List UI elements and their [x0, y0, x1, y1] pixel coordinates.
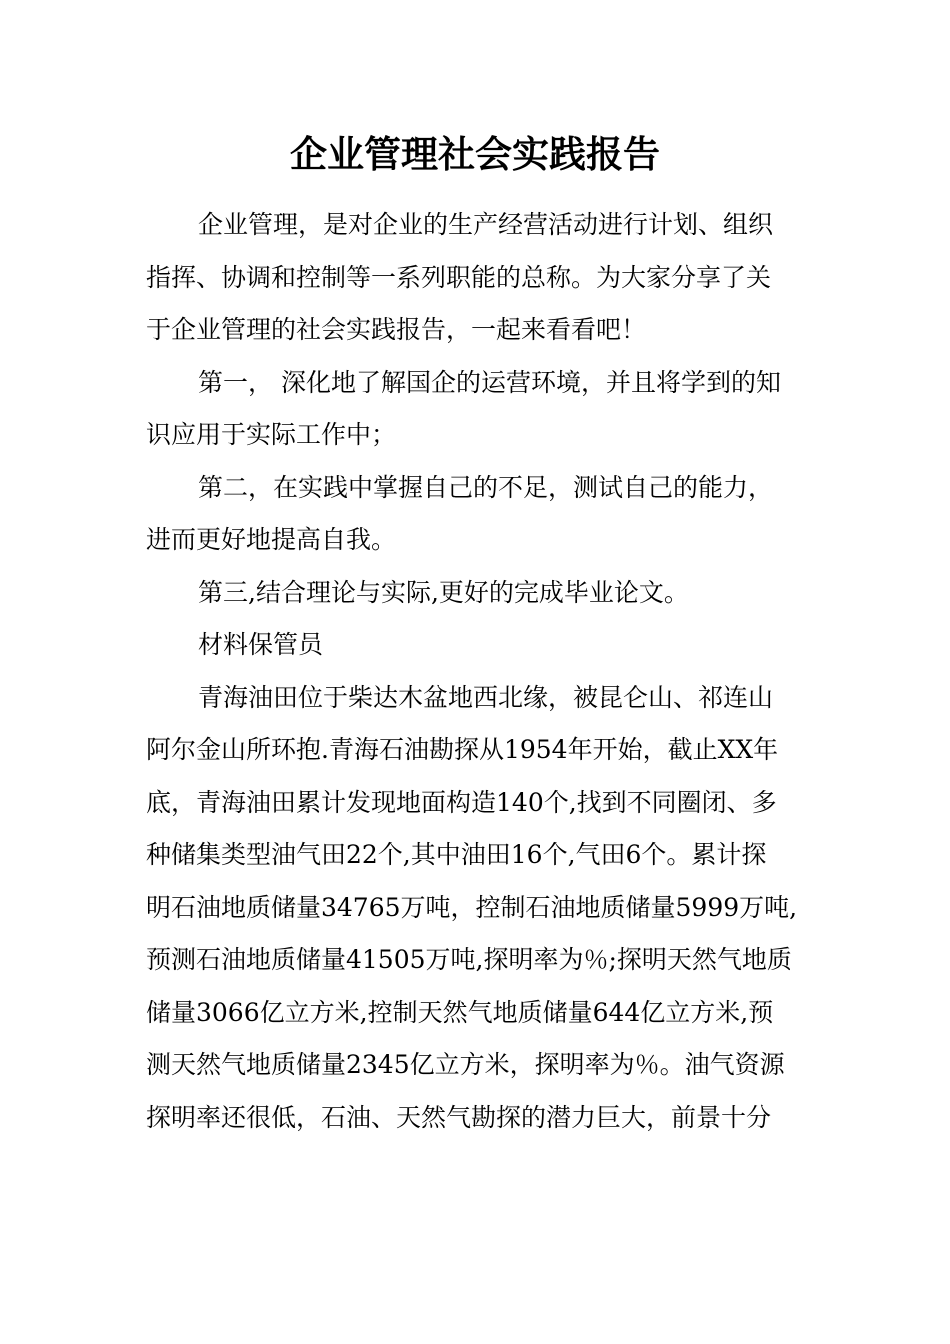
paragraph-line: 底，青海油田累计发现地面构造140个,找到不同圈闭、多 — [146, 787, 777, 817]
paragraph-line: 材料保管员 — [198, 630, 324, 659]
paragraph-line: 储量3066亿立方米,控制天然气地质储量644亿立方米,预 — [146, 997, 774, 1027]
paragraph-line: 青海油田位于柴达木盆地西北缘，被昆仑山、祁连山 — [198, 682, 774, 712]
document-body — [146, 199, 806, 1144]
document-title: 企业管理社会实践报告 — [290, 132, 660, 176]
paragraph-line: 第三,结合理论与实际,更好的完成毕业论文。 — [198, 577, 689, 607]
paragraph-line: 第一， 深化地了解国企的运营环境，并且将学到的知 — [198, 367, 781, 397]
paragraph-line: 探明率还很低，石油、天然气勘探的潜力巨大，前景十分 — [146, 1102, 772, 1132]
paragraph-line: 测天然气地质储量2345亿立方米，探明率为％。油气资源 — [146, 1050, 785, 1079]
paragraph-line: 种储集类型油气田22个,其中油田16个,气田6个。累计探 — [146, 840, 767, 869]
paragraph-line: 预测石油地质储量41505万吨,探明率为％;探明天然气地质 — [146, 945, 792, 974]
paragraph-line: 企业管理，是对企业的生产经营活动进行计划、组织 — [198, 210, 774, 239]
paragraph-line: 阿尔金山所环抱.青海石油勘探从1954年开始，截止XX年 — [146, 735, 779, 764]
paragraph-line: 进而更好地提高自我。 — [146, 525, 397, 554]
paragraph-line: 于企业管理的社会实践报告，一起来看看吧！ — [146, 315, 647, 344]
paragraph-line: 明石油地质储量34765万吨，控制石油地质储量5999万吨, — [146, 892, 798, 922]
paragraph-line: 指挥、协调和控制等一系列职能的总称。为大家分享了关 — [146, 262, 772, 292]
paragraph-line: 第二，在实践中掌握自己的不足，测试自己的能力， — [198, 472, 774, 502]
paragraph-line: 识应用于实际工作中； — [146, 420, 397, 449]
